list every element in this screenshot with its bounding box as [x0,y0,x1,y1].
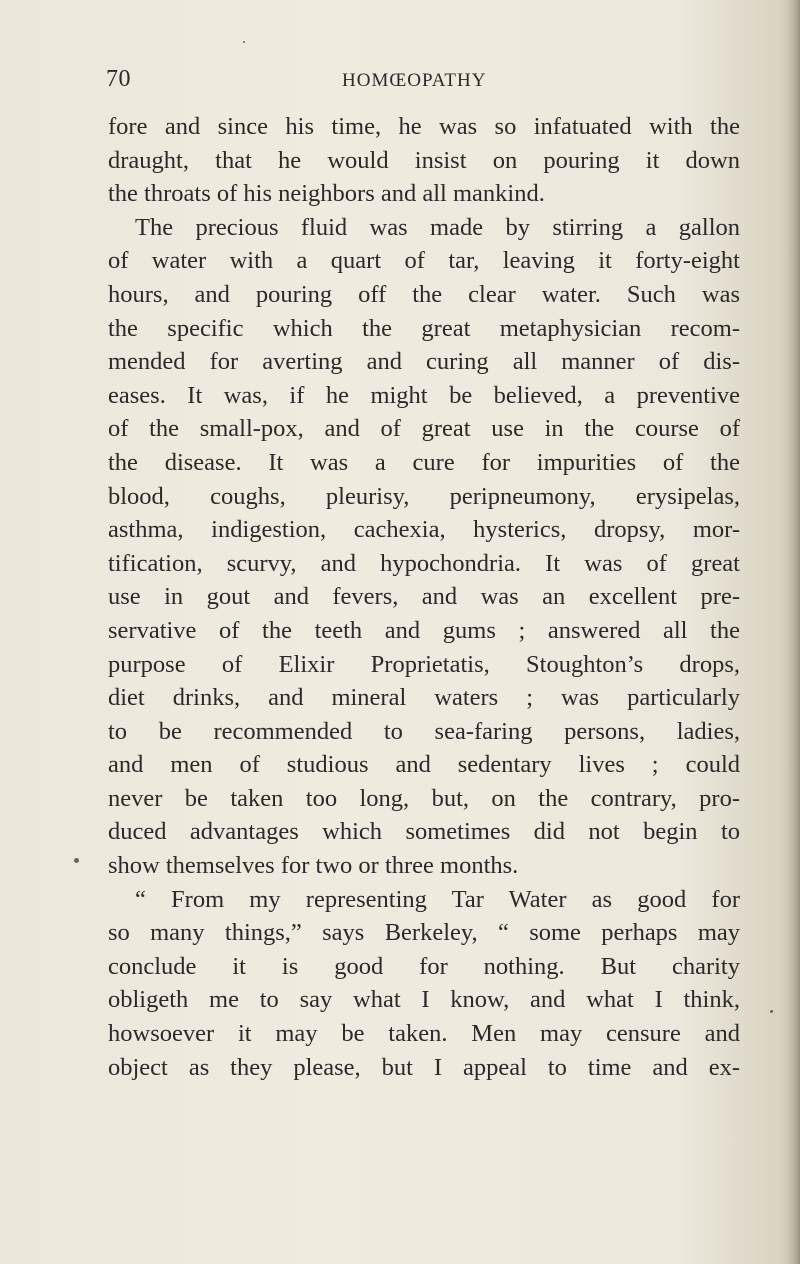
text-line: tification, scurvy, and hypochondria. It was of great [108,549,740,577]
text-line: asthma, indigestion, cachexia, hysterics, dropsy, mor- [108,516,740,544]
text-line: use in gout and fevers, and was an excellent pre- [108,583,740,611]
page-number: 70 [106,66,131,92]
text-line: fore and since his time, he was so infatuated with the [108,113,740,140]
text-line: to be recommended to sea-faring persons, ladies, [108,717,740,745]
text-line: diet drinks, and mineral waters ; was particularly [108,684,740,712]
text-line: obligeth me to say what I know, and what I think, [108,986,740,1014]
text-line: duced advantages which sometimes did not begin to [108,818,740,846]
paper-speck [243,41,245,43]
text-line: so many things,” says Berkeley, “ some perhaps may [108,919,740,947]
body-text [108,110,740,1084]
running-head: HOMŒOPATHY [342,70,487,91]
text-line: purpose of Elixir Proprietatis, Stoughton’s drops, [108,650,740,678]
text-line: hours, and pouring off the clear water. Such was [108,280,740,308]
text-line: “ From my representing Tar Water as good for [135,885,740,913]
text-line: never be taken too long, but, on the contrary, pro- [108,784,740,812]
text-line: the disease. It was a cure for impurities of the [108,448,740,476]
text-line: howsoever it may be taken. Men may censure and [108,1020,740,1048]
text-line: and men of studious and sedentary lives ; could [108,751,740,779]
text-line: object as they please, but I appeal to time and ex- [108,1053,740,1081]
page-header [106,66,726,98]
text-line: the throats of his neighbors and all mankind. [108,180,545,208]
text-line: blood, coughs, pleurisy, peripneumony, erysipelas, [108,482,740,510]
text-line: show themselves for two or three months. [108,852,519,880]
text-line: of the small-pox, and of great use in the course of [108,415,740,443]
paper-speck [770,1010,773,1013]
text-line: conclude it is good for nothing. But charity [108,952,740,980]
page-edge-shadow [786,0,800,1264]
text-line: eases. It was, if he might be believed, a preventive [108,381,740,409]
text-line: draught, that he would insist on pouring it down [108,146,740,174]
text-line: The precious fluid was made by stirring a gallon [135,213,740,241]
text-line: the specific which the great metaphysician recom- [108,314,740,342]
text-line: mended for averting and curing all manner of dis- [108,348,740,376]
text-line: of water with a quart of tar, leaving it forty-eight [108,247,740,275]
text-line: servative of the teeth and gums ; answered all the [108,616,740,644]
paper-speck [74,858,79,863]
